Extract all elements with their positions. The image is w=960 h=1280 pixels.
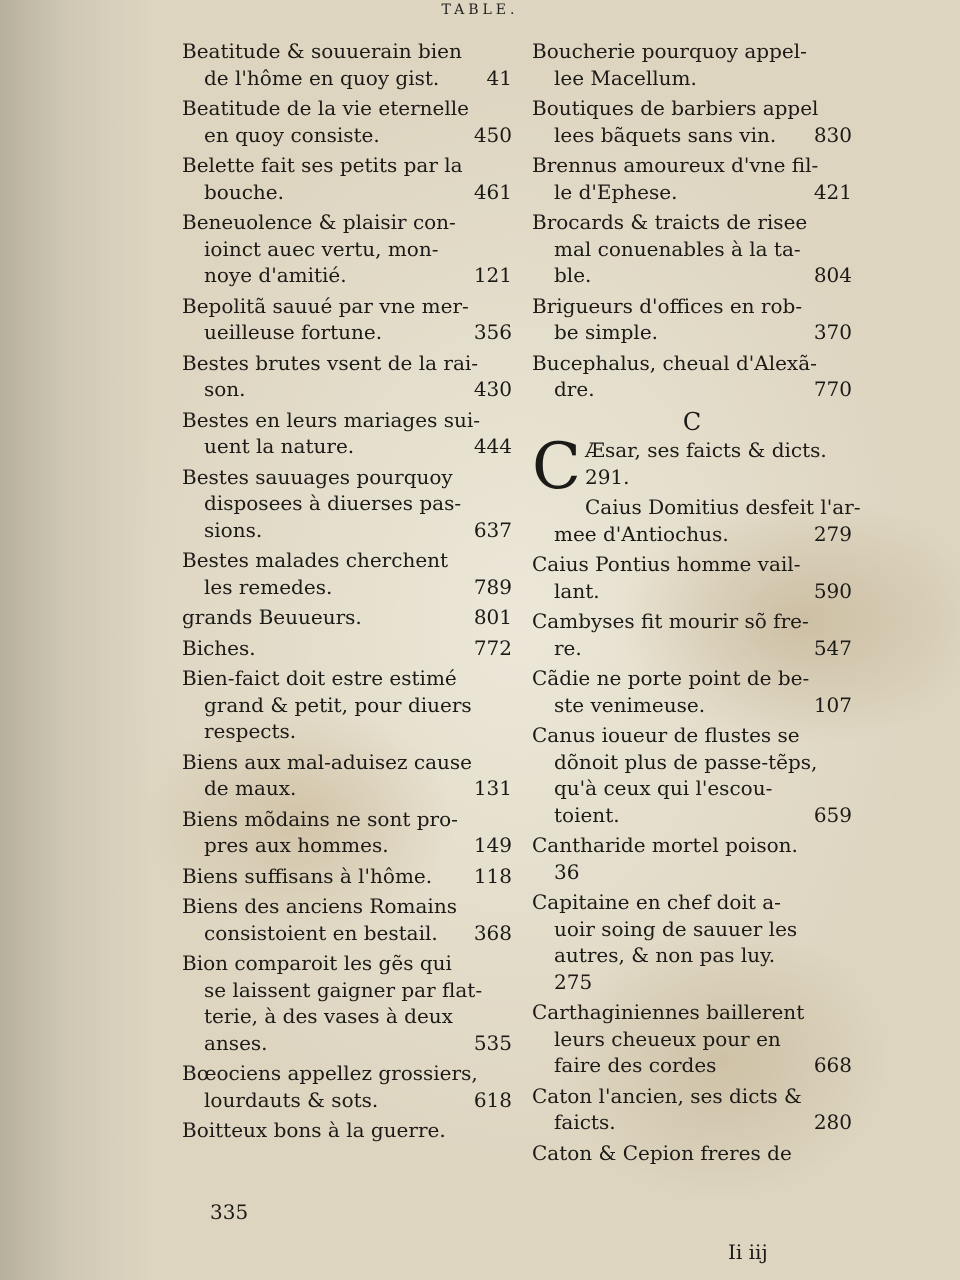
entry-line: Cantharide mortel poison. [532,833,798,857]
entry-line: uoir soing de sauuer les [554,916,798,941]
index-entry [532,38,852,91]
entry-line: leurs cheueux pour en [554,1026,781,1051]
entry-last-line [182,179,512,206]
page-number: 830 [813,122,852,147]
index-entry [532,1083,852,1136]
entry-line: qu'à ceux qui l'escou- [554,776,773,800]
entry-last-line [182,517,512,544]
index-entry [532,152,852,205]
index-entry [182,95,512,148]
index-entry [182,293,512,346]
entry-last-line [532,376,852,403]
entry-line-text: re. [554,635,582,660]
entry-line-text: uent la nature. [204,434,355,458]
page-number: 804 [813,263,852,287]
page-number: 107 [813,692,852,717]
entry-line: Bestes en leurs mariages sui- [182,407,480,432]
entry-last-line [532,1052,852,1079]
entry-line: Brigueurs d'offices en rob- [532,293,803,318]
left-column [182,38,512,1148]
entry-last-line [182,832,512,859]
index-entry [532,665,852,718]
index-entry [532,350,852,403]
entry-line: terie, à des vases à deux [204,1004,453,1028]
entry-line: Bœociens appellez grossiers, [182,1061,478,1085]
entry-last-line [182,775,512,802]
page-number: 772 [473,635,512,660]
index-entry [182,665,512,745]
entry-last-line [182,1030,512,1057]
index-entry [182,604,512,631]
entry-line-text: mee d'Antiochus. [554,521,729,546]
index-entry [182,863,512,890]
entry-line: Caius Domitius desfeit l'ar- [584,495,861,519]
entry-line: Beatitude & souuerain bien [182,39,462,63]
page-number: 421 [813,179,852,204]
entry-line: se laissent gaigner par flat- [204,977,483,1002]
entry-last-line [182,574,512,601]
left-catchword: 335 [210,1200,249,1224]
entry-line-text: bouche. [204,179,284,204]
right-column [532,38,861,1170]
entry-last-line [182,65,512,92]
entry-last-line [182,635,512,662]
index-entry [182,152,512,205]
entry-line: Canus ioueur de flustes se [532,723,800,747]
page-number: 370 [813,320,852,344]
index-entry [182,547,512,600]
page-number: 41 [486,65,512,90]
entry-last-line [532,262,852,289]
entry-line: Boitteux bons à la guerre. [182,1118,446,1142]
entry-line-text: Biches. [182,635,256,660]
entry-last-line [532,122,852,149]
entry-last-line [182,920,512,947]
entry-line-text: pres aux hommes. [204,833,389,857]
entry-line: lee Macellum. [554,65,697,90]
entry-line: respects. [204,719,297,743]
index-entry [182,806,512,859]
entry-line-text: lourdauts & sots. [204,1087,379,1112]
entry-line-text: ueilleuse fortune. [204,320,383,344]
entry-line-text: anses. [204,1030,268,1055]
entry-line: Brennus amoureux d'vne fil- [532,153,819,177]
entry-line: Belette fait ses petits par la [182,153,463,177]
entry-line: Cãdie ne porte point de be- [532,666,810,690]
index-entry [532,608,852,661]
entry-line: Bucephalus, cheual d'Alexã- [532,350,817,375]
index-entry [532,889,852,995]
entry-line: Bien-faict doit estre estimé [182,666,457,690]
entry-last-line [532,635,852,662]
entry-last-line [532,179,852,206]
page-gutter-shadow [0,0,150,1280]
index-entry [532,95,852,148]
signature-mark: Ii iij [728,1240,768,1264]
entry-line: Cambyses fit mourir sõ fre- [532,609,809,633]
entry-last-line [532,692,852,719]
page-number: 279 [813,521,852,546]
entry-line: 36 [554,859,580,884]
page-number: 461 [473,179,512,204]
entry-line: Biens mõdains ne sont pro- [182,806,458,831]
entry-line: Brocards & traicts de risee [532,210,808,234]
entry-line-text: ble. [554,263,592,287]
index-entry [532,293,852,346]
entry-line-text: lant. [554,578,600,603]
entry-line-text: lees bãquets sans vin. [554,122,777,147]
entry-last-line [532,521,852,548]
entry-last-line [532,1109,852,1136]
entry-line: grand & petit, pour diuers [204,692,472,717]
entry-last-line [532,578,852,605]
drop-cap: C [532,430,581,504]
entry-line-text: consistoient en bestail. [204,920,438,945]
entry-last-line [532,802,852,829]
entry-last-line [182,376,512,403]
entry-last-line [182,433,512,460]
entry-line: Biens aux mal-aduisez cause [182,749,473,774]
entry-last-line [182,1087,512,1114]
page-number: 659 [813,802,852,827]
page-number: 121 [473,263,512,287]
entry-line-text: be simple. [554,320,659,344]
entry-line: 275 [554,969,593,994]
index-entry [182,893,512,946]
entry-line: 291. [584,464,630,489]
page-number: 450 [473,122,512,147]
entry-line-text: faicts. [554,1110,616,1134]
page-number: 637 [473,517,512,542]
page-number: 356 [473,320,512,344]
index-entry [182,350,512,403]
entry-last-line [182,122,512,149]
index-entry [182,1117,512,1144]
entry-line: Caton l'ancien, ses dicts & [532,1083,802,1108]
entry-last-line [532,319,852,346]
page-number: 618 [473,1087,512,1112]
entry-line: Bestes brutes vsent de la rai- [182,350,479,375]
entry-line: Beatitude de la vie eternelle [182,96,469,120]
entry-line-text: grands Beuueurs. [182,605,362,629]
entry-line-text: le d'Ephese. [554,179,678,204]
page-number: 280 [813,1110,852,1134]
section-letter: C [682,407,702,436]
entry-last-line [182,604,512,631]
entry-last-line [182,319,512,346]
index-entry [182,464,512,544]
entry-line-text: les remedes. [204,574,333,599]
page-number: 430 [473,377,512,401]
index-entry [182,749,512,802]
entry-line: mal conuenables à la ta- [554,236,801,261]
page-number: 590 [813,578,852,603]
entry-line: Caton & Cepion freres de [532,1140,792,1165]
entry-line: Beneuolence & plaisir con- [182,210,456,234]
entry-line-text: ste venimeuse. [554,692,706,717]
entry-line-text: dre. [554,377,595,401]
entry-line-text: noye d'amitié. [204,263,347,287]
page-number: 131 [473,776,512,800]
entry-line-text: toient. [554,802,620,827]
page-number: 535 [473,1030,512,1055]
page-number: 368 [473,920,512,945]
entry-line: Bestes sauuages pourquoy [182,464,453,489]
page-number: 547 [813,635,852,660]
entry-line: dõnoit plus de passe-tẽps, [554,749,818,774]
entry-line: Caius Pontius homme vail- [532,552,801,576]
entry-line-text: Biens suffisans à l'hôme. [182,863,433,888]
entry-line: autres, & non pas luy. [554,943,776,967]
page-number: 668 [813,1053,852,1077]
entry-line-text: sions. [204,517,263,542]
entry-line: Capitaine en chef doit a- [532,890,781,914]
index-entry [532,832,852,885]
index-entry [532,722,852,828]
entry-last-line [182,863,512,890]
page-number: 770 [813,377,852,401]
index-entry [182,38,512,91]
entry-line-text: faire des cordes [554,1053,717,1077]
entry-line-text: son. [204,377,246,401]
entry-line-text: en quoy consiste. [204,122,380,147]
index-entry [532,551,852,604]
entry-line: ioinct auec vertu, mon- [204,236,439,261]
entry-line: Bestes malades cherchent [182,548,449,572]
entry-line: Biens des anciens Romains [182,894,457,918]
index-entry [532,999,852,1079]
page-number: 789 [473,574,512,599]
page-number: 801 [473,605,512,629]
index-entry [532,209,852,289]
entry-line: disposees à diuerses pas- [204,491,462,515]
index-entry [532,430,852,504]
page-header: TABLE. [441,2,519,18]
index-entry [182,209,512,289]
index-entry [182,1060,512,1113]
entry-last-line [182,262,512,289]
entry-line-text: de maux. [204,776,297,800]
entry-line: Carthaginiennes baillerent [532,1000,805,1024]
page-number: 118 [473,863,512,888]
entry-line: Bepolitã sauué par vne mer- [182,293,469,318]
index-entry [532,1140,852,1167]
index-entry [182,635,512,662]
page-number: 149 [473,833,512,857]
entry-line: Boucherie pourquoy appel- [532,39,807,63]
index-entry [182,950,512,1056]
page-number: 444 [473,434,512,458]
entry-line: Bion comparoit les gẽs qui [182,951,452,975]
entry-line: Boutiques de barbiers appel [532,96,819,120]
entry-line-text: de l'hôme en quoy gist. [204,65,440,90]
index-entry [182,407,512,460]
entry-line: Æsar, ses faicts & dicts. [584,438,827,462]
